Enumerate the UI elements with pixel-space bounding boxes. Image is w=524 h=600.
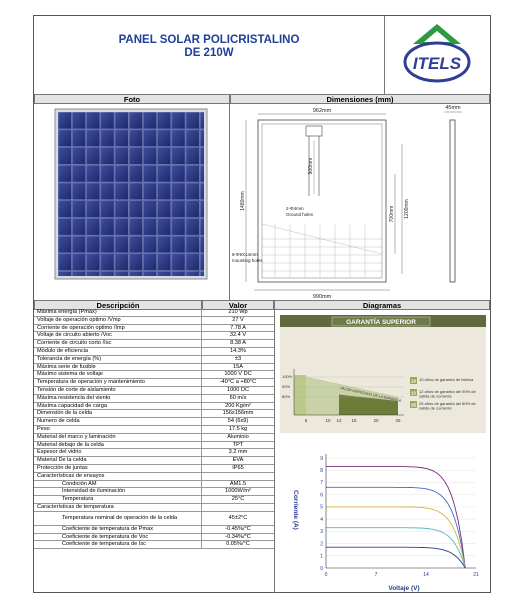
spec-value <box>202 473 274 480</box>
warranty-y100: 100% <box>282 374 293 379</box>
spec-row <box>34 496 274 504</box>
iv-x-label: Voltaje (V) <box>388 585 420 592</box>
dim-mount-label: mounting holes <box>232 258 263 263</box>
spec-value: IP65 <box>232 464 244 471</box>
dim-height: 1480mm <box>240 191 246 211</box>
warranty-x-tick: 10 <box>325 418 331 423</box>
spec-description: Voltaje de operación optimo /Vmp <box>34 317 202 324</box>
spec-description: Condición AM <box>34 481 202 488</box>
warranty-x-tick: 20 <box>373 418 379 423</box>
spec-row <box>34 449 274 457</box>
spec-value: ±3 <box>234 355 242 362</box>
spec-value: 3.2 mm <box>228 449 248 456</box>
spec-row <box>34 379 274 387</box>
spec-row <box>34 418 274 426</box>
spec-row <box>34 465 274 473</box>
iv-y-tick: 6 <box>320 492 323 499</box>
spec-value: 60 m/s <box>229 394 247 401</box>
warranty-legend-text: 10 años de garantía de fabrica <box>419 377 474 382</box>
spec-row <box>34 387 274 395</box>
spec-row <box>34 395 274 403</box>
spec-description: Coeficiente de temperatura de Pmax <box>34 526 202 533</box>
descripcion-header: Descripción <box>34 300 202 310</box>
warranty-band-label: VALOR AGREGADO DE LA GARANTÍA <box>339 386 402 403</box>
dim-inner2: 1200mm <box>404 199 410 219</box>
iv-x-tick: 0 <box>324 572 328 578</box>
spec-row <box>34 371 274 379</box>
spec-description: Protección de juntas <box>34 465 202 472</box>
spec-value: 32.4 V <box>229 332 247 339</box>
foto-header: Foto <box>34 94 230 104</box>
spec-value: TPT <box>232 441 244 448</box>
spec-value: 14.3% <box>230 347 246 354</box>
spec-row <box>34 332 274 340</box>
spec-value: 1000W/m² <box>225 488 251 495</box>
spec-description: Espesor del vidrio <box>34 449 202 456</box>
iv-y-tick: 3 <box>320 529 323 536</box>
warranty-legend-num: 12 <box>410 390 417 396</box>
spec-value: 27 V <box>232 316 244 323</box>
iv-curve-chart <box>274 438 490 593</box>
dim-width-bottom: 990mm <box>312 294 332 300</box>
panel-photo-cell <box>34 104 230 300</box>
spec-value: 1000 DC <box>226 386 250 393</box>
spec-value: 0.05%/°C <box>226 541 250 548</box>
spec-row <box>34 410 274 418</box>
iv-y-tick: 0 <box>320 565 323 572</box>
header-divider <box>384 16 385 94</box>
valor-header: Valor <box>202 300 274 310</box>
dim-depth: 45mm <box>445 105 461 111</box>
spec-value: 17.5 kg <box>228 425 248 432</box>
spec-description: Máxima energía (Pmax) <box>34 309 202 316</box>
spec-description: Características de temperatura <box>34 504 202 511</box>
warranty-diagram <box>280 315 486 433</box>
spec-row <box>34 325 274 333</box>
dim-width-top: 962mm <box>312 108 332 114</box>
spec-value: 7.78 A <box>230 324 246 331</box>
iv-x-tick: 14 <box>423 572 429 578</box>
spec-value: Aluminio <box>227 433 249 440</box>
iv-y-tick: 7 <box>320 480 323 487</box>
warranty-x-tick: 15 <box>351 418 357 423</box>
iv-y-tick: 4 <box>320 516 323 523</box>
spec-description: Numero de celda <box>34 418 202 425</box>
spec-description: Material De la celda <box>34 457 202 464</box>
spec-value: 8.38 A <box>230 340 246 347</box>
warranty-y80: 80% <box>282 394 291 399</box>
spec-value: EVA <box>232 457 244 464</box>
iv-y-tick: 2 <box>320 541 323 548</box>
spec-value <box>202 504 274 511</box>
itels-logo <box>397 22 477 86</box>
spec-description: Características de ensayos <box>34 473 202 480</box>
warranty-plot <box>282 369 404 423</box>
iv-y-tick: 8 <box>320 468 323 475</box>
warranty-y90: 90% <box>282 384 291 389</box>
spec-row <box>34 481 274 489</box>
warranty-x-tick: 12 <box>336 418 342 423</box>
spec-description: Máxima serie de fusible <box>34 364 202 371</box>
spec-sheet <box>33 15 491 593</box>
iv-y-label: Corriente (A) <box>292 490 299 530</box>
spec-value: -0.45%/°C <box>225 525 251 532</box>
dimension-drawing <box>230 104 490 300</box>
iv-x-tick: 7 <box>374 572 378 578</box>
spec-row <box>34 403 274 411</box>
spec-description: Corriente de operación optimo /Imp <box>34 325 202 332</box>
spec-value: 45±2°C <box>228 515 248 522</box>
spec-value: 25°C <box>231 496 245 503</box>
page-title: PANEL SOLAR POLICRISTALINO DE 210W <box>118 34 300 59</box>
warranty-legend-text: 12 años de garantía del 90% de salida de corriente <box>419 389 476 399</box>
logo-text: ITELS <box>412 54 462 73</box>
spec-description: Voltaje de circuito abierto /Voc <box>34 332 202 339</box>
spec-value: -0.34%/°C <box>225 533 251 540</box>
spec-row <box>34 356 274 364</box>
warranty-legend-num: 10 <box>410 378 417 384</box>
spec-description: Corriente de circuito corto /Isc <box>34 340 202 347</box>
spec-value: 1000 V DC <box>224 371 252 378</box>
dim-inner1: 700mm <box>389 205 395 223</box>
spec-description: Temperatura de operación y mantenimiento <box>34 379 202 386</box>
spec-description: Temperatura <box>34 496 202 503</box>
spec-description: Máxima resistencia del viento <box>34 395 202 402</box>
spec-row <box>34 534 274 542</box>
solar-panel-photo <box>34 104 230 300</box>
spec-row <box>34 364 274 372</box>
spec-description: Coeficiente de temperatura de Voc <box>34 534 202 541</box>
spec-description: Máximo sistema de voltaje <box>34 371 202 378</box>
spec-value: AM1.5 <box>229 480 247 487</box>
spec-description: Intensidad de iluminación <box>34 488 202 495</box>
warranty-legend-num: 25 <box>410 402 417 408</box>
iv-y-tick: 9 <box>320 455 323 462</box>
spec-row <box>34 426 274 434</box>
spec-description: Coeficiente de temperatura de Isc <box>34 541 202 548</box>
iv-x-tick: 21 <box>473 572 479 578</box>
spec-description: Dimensión de la celda <box>34 410 202 417</box>
spec-description: Tolerancia de energía (%) <box>34 356 202 363</box>
spec-row <box>34 317 274 325</box>
warranty-x-tick: 25 <box>395 418 401 423</box>
spec-value: 156x156mm <box>222 410 254 417</box>
warranty-title: GARANTÍA SUPERIOR <box>346 319 416 326</box>
spec-row <box>34 434 274 442</box>
warranty-x-tick: 5 <box>304 418 308 423</box>
spec-row <box>34 473 274 481</box>
warranty-legend-text: 25 años de garantía del 80% de salida de corriente <box>419 401 476 411</box>
spec-row <box>34 504 274 512</box>
dim-ground-holes: 2-Φ4mm <box>286 206 304 211</box>
spec-row <box>34 526 274 534</box>
spec-row <box>34 541 274 549</box>
spec-value: 54 (6x9) <box>227 418 249 425</box>
spec-description: Material debajo de la celda <box>34 442 202 449</box>
dim-junction: 900mm <box>308 157 314 175</box>
spec-row <box>34 512 274 526</box>
spec-row <box>34 340 274 348</box>
dim-mount-holes: 8-Φ9X14mm <box>232 252 258 257</box>
spec-description: Máxima capacidad de carga <box>34 403 202 410</box>
spec-table <box>34 309 274 549</box>
dim-ground-label: Ground holes <box>286 212 314 217</box>
spec-description: Tensión de corte de aislamiento <box>34 387 202 394</box>
spec-description: Peso <box>34 426 202 433</box>
spec-value: 210 Wp <box>228 309 248 315</box>
spec-row <box>34 442 274 450</box>
iv-y-tick: 1 <box>320 553 323 560</box>
spec-description: Material del marco y laminación <box>34 434 202 441</box>
dimensiones-header: Dimensiones (mm) <box>230 94 490 104</box>
spec-row <box>34 488 274 496</box>
spec-description: Temperatura nominal de operación de la celda <box>34 512 202 525</box>
spec-row <box>34 457 274 465</box>
spec-value: -40°C a +80°C <box>219 379 257 386</box>
iv-y-tick: 5 <box>320 504 323 511</box>
spec-description: Módulo de eficiencia <box>34 348 202 355</box>
diagramas-header: Diagramas <box>274 300 490 310</box>
spec-value: 15A <box>233 363 243 370</box>
spec-value: 200 Kg/m² <box>225 402 251 409</box>
spec-row <box>34 309 274 317</box>
spec-row <box>34 348 274 356</box>
